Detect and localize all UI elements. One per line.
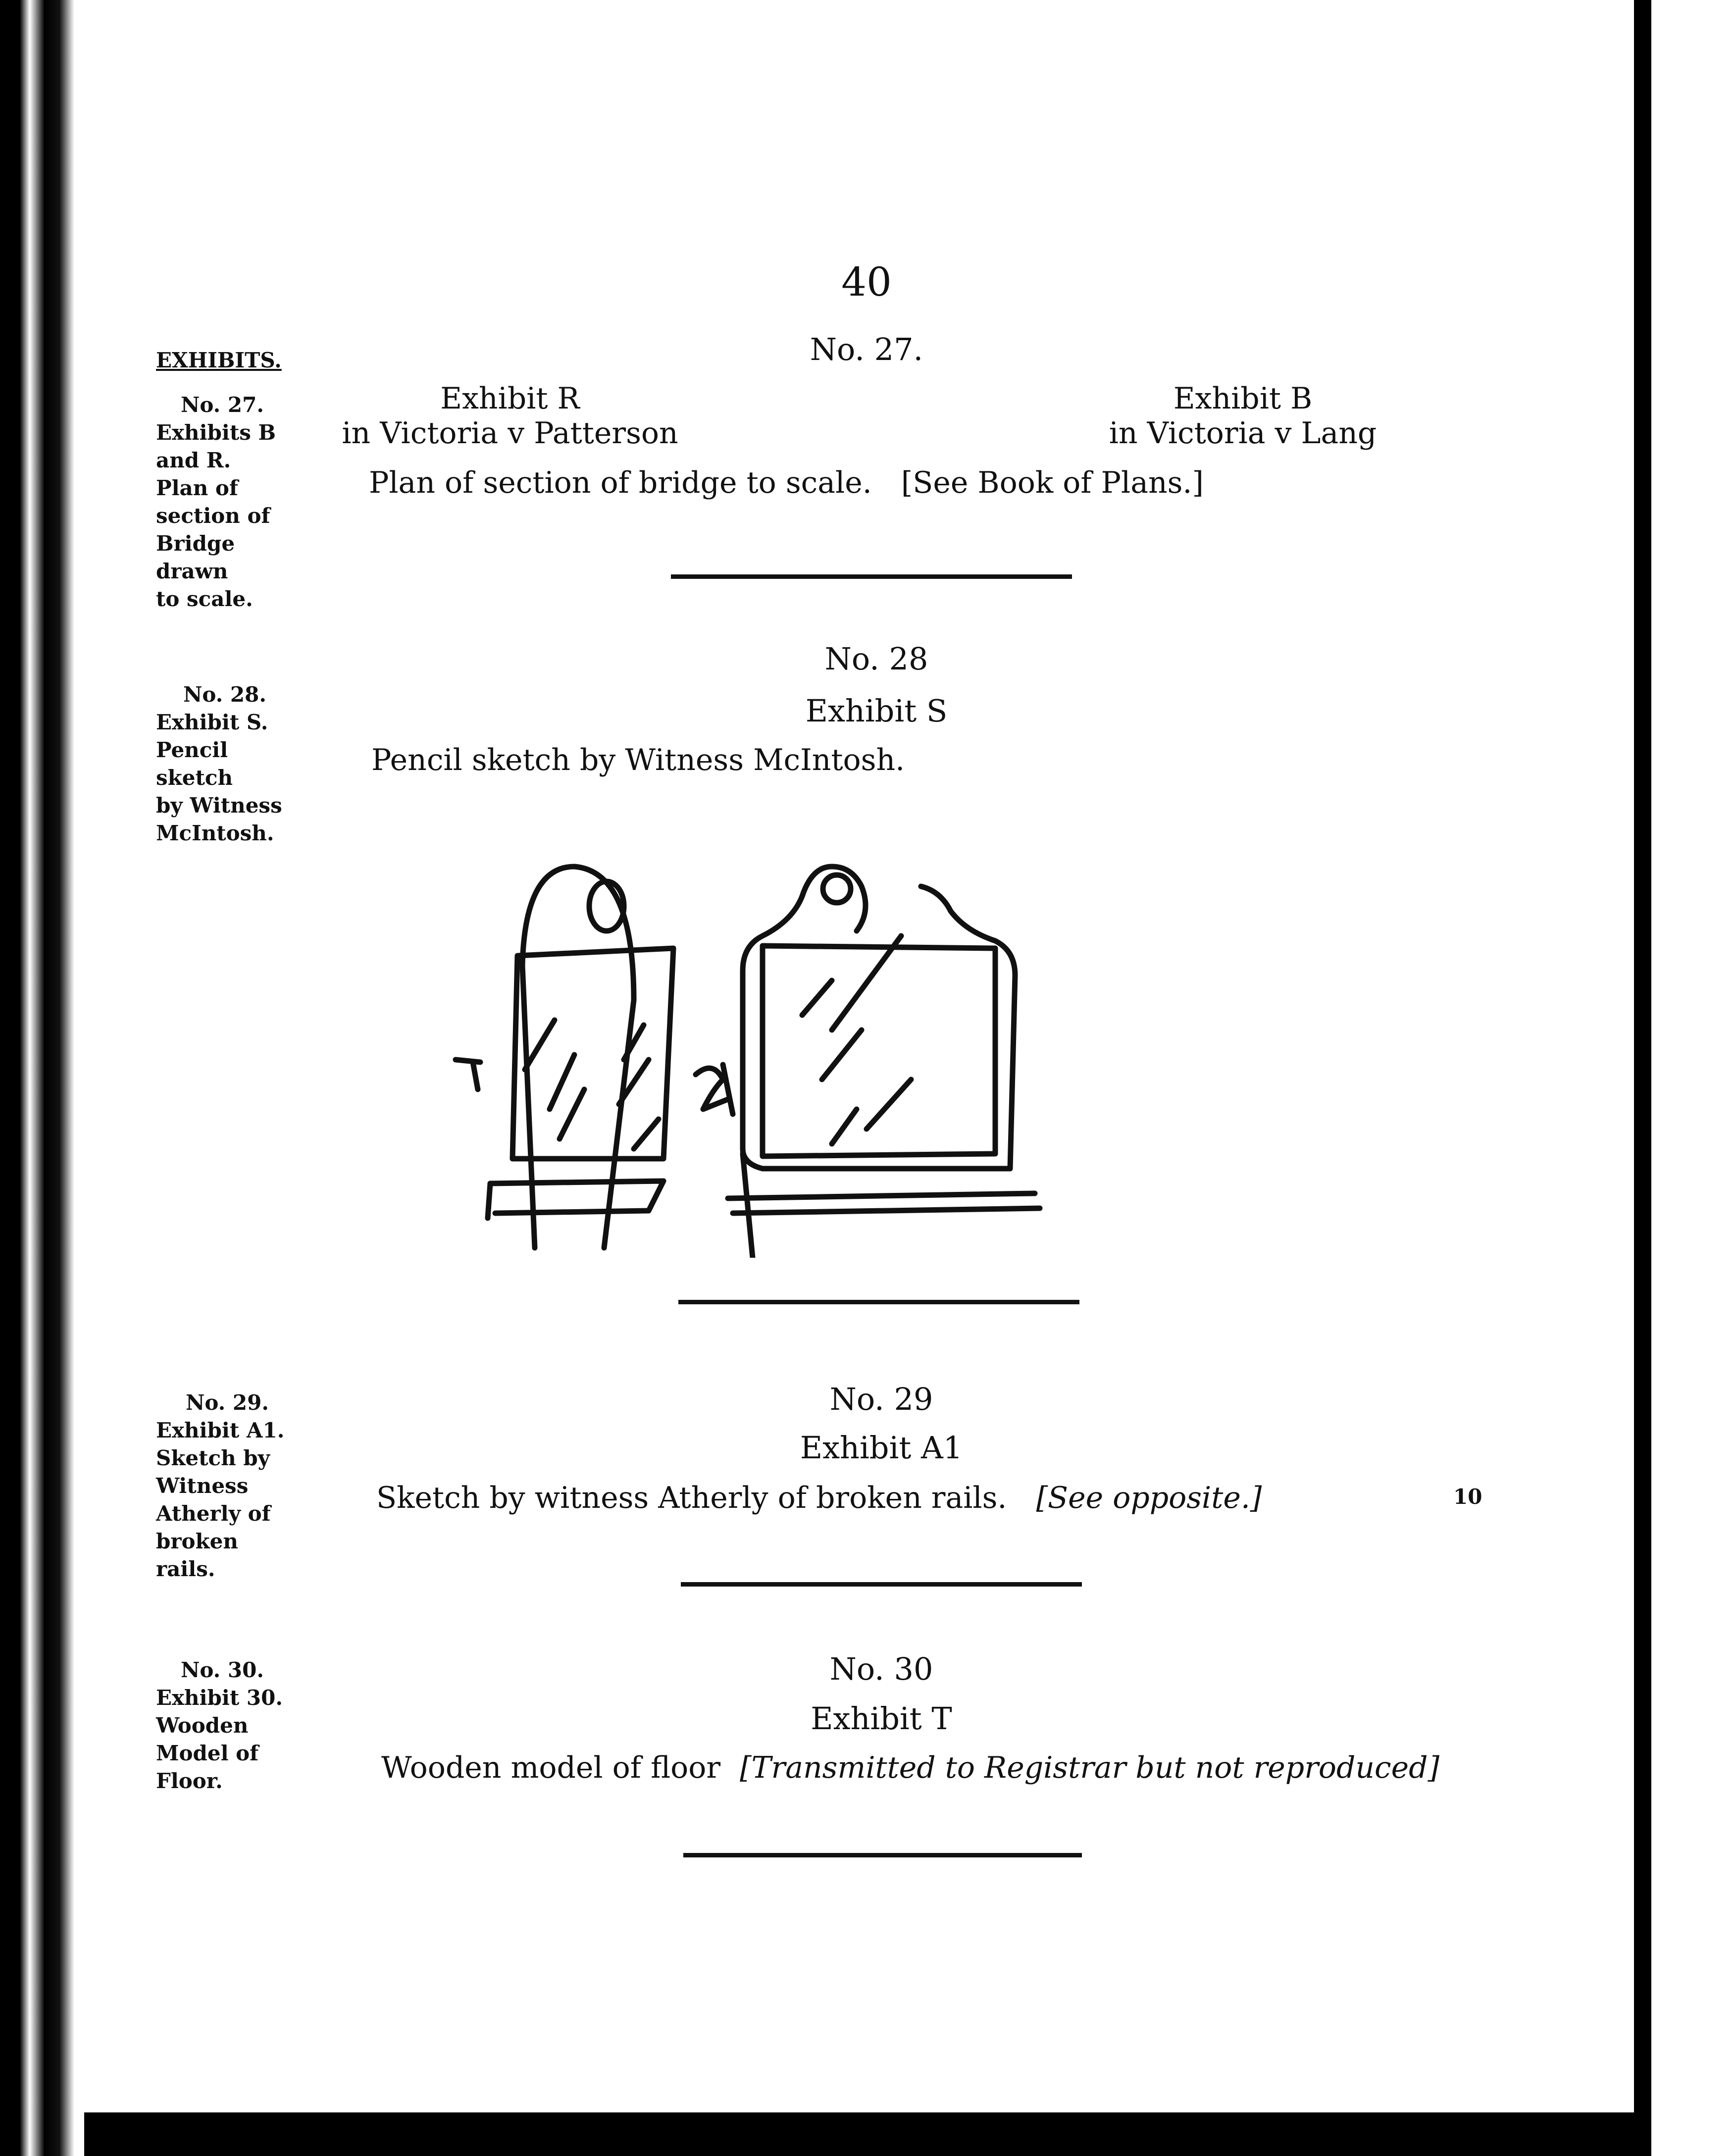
description-28: Pencil sketch by Witness McIntosh. bbox=[371, 743, 905, 777]
margin-note-27: No. 27. Exhibits B and R. Plan of section of Bridge drawn to scale. bbox=[156, 393, 276, 611]
exhibit-t-title: Exhibit T bbox=[811, 1700, 952, 1737]
exhibit-r-case: in Victoria v Patterson bbox=[342, 416, 678, 451]
exhibit-s-title: Exhibit S bbox=[805, 693, 948, 729]
exhibit-r-title: Exhibit R bbox=[440, 381, 580, 416]
margin-heading: EXHIBITS. bbox=[156, 348, 282, 372]
sketch-right-frame bbox=[763, 946, 995, 1156]
section-rule bbox=[671, 574, 1072, 579]
scan-left-edge bbox=[0, 0, 99, 2156]
sketch-left-mark bbox=[456, 1060, 480, 1089]
section-rule bbox=[683, 1853, 1082, 1857]
section-number-27: No. 27. bbox=[810, 331, 923, 367]
line-number: 10 bbox=[1453, 1485, 1482, 1509]
sketch-right-tag bbox=[743, 867, 1015, 1169]
section-number-28: No. 28 bbox=[824, 641, 928, 677]
exhibit-a1-title: Exhibit A1 bbox=[800, 1430, 963, 1466]
description-29: Sketch by witness Atherly of broken rails. [See opposite.] bbox=[376, 1481, 1262, 1515]
sketch-left-base bbox=[490, 1181, 663, 1213]
scan-bottom-edge bbox=[84, 2112, 1634, 2156]
section-rule bbox=[678, 1300, 1079, 1304]
exhibit-b-title: Exhibit B bbox=[1173, 381, 1313, 416]
description-27: Plan of section of bridge to scale. [See Book of Plans.] bbox=[369, 465, 1204, 500]
description-30: Wooden model of floor [Transmitted to Registrar but not reproduced] bbox=[381, 1750, 1439, 1785]
section-rule bbox=[681, 1582, 1082, 1587]
pencil-sketch bbox=[426, 852, 1050, 1258]
sketch-right-mark bbox=[696, 1065, 733, 1114]
exhibit-b-case: in Victoria v Lang bbox=[1109, 416, 1377, 451]
margin-note-28: No. 28. Exhibit S. Pencil sketch by Witness McIntosh. bbox=[156, 682, 282, 845]
margin-note-29: No. 29. Exhibit A1. Sketch by Witness Atherly of broken rails. bbox=[156, 1390, 285, 1581]
section-number-30: No. 30 bbox=[829, 1651, 933, 1687]
page-number: 40 bbox=[841, 259, 892, 305]
margin-note-30: No. 30. Exhibit 30. Wooden Model of Floor. bbox=[156, 1658, 283, 1793]
scan-right-edge bbox=[1634, 0, 1651, 2156]
section-number-29: No. 29 bbox=[829, 1381, 933, 1417]
sketch-right-hole bbox=[823, 875, 851, 903]
